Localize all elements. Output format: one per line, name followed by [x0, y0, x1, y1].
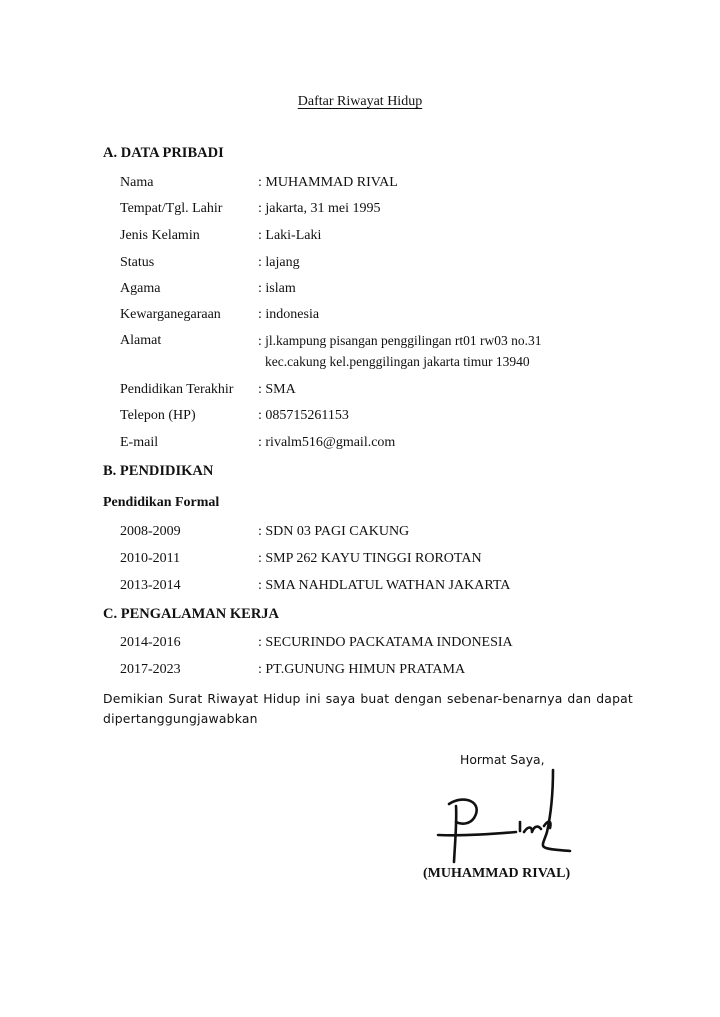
subheading-pendidikan-formal: Pendidikan Formal: [103, 495, 220, 510]
closing-line-1: Demikian Surat Riwayat Hidup ini saya buat dengan sebenar-benarnya dan dapat: [103, 691, 633, 706]
section-heading-data-pribadi: A. DATA PRIBADI: [103, 145, 224, 161]
closing-statement: [103, 689, 633, 729]
education-school: : SMA NAHDLATUL WATHAN JAKARTA: [258, 578, 511, 593]
document-title-text: Daftar Riwayat Hidup: [297, 94, 423, 109]
work-years: 2014-2016: [120, 635, 181, 650]
field-value: : jl.kampung pisangan penggilingan rt01 rw03 no.31: [258, 333, 542, 348]
field-value: : Laki-Laki: [258, 228, 322, 243]
field-value: : indonesia: [258, 307, 320, 322]
work-company: : SECURINDO PACKATAMA INDONESIA: [258, 635, 513, 650]
field-label: Pendidikan Terakhir: [120, 382, 234, 397]
field-label: Agama: [120, 281, 161, 296]
field-value: : islam: [258, 281, 296, 296]
personal-row-birth: [120, 201, 640, 221]
field-label: Status: [120, 255, 155, 270]
education-years: 2013-2014: [120, 578, 181, 593]
closing-greeting: Hormat Saya,: [460, 752, 545, 767]
personal-row-citizenship: [120, 307, 640, 327]
field-value: : jakarta, 31 mei 1995: [258, 201, 381, 216]
personal-row-email: [120, 435, 640, 455]
personal-row-phone: [120, 408, 640, 428]
personal-row-gender: [120, 228, 640, 248]
field-value: : SMA: [258, 382, 296, 397]
section-heading-pendidikan: B. PENDIDIKAN: [103, 463, 214, 479]
education-years: 2010-2011: [120, 551, 181, 566]
personal-row-education: [120, 382, 640, 402]
education-row: [120, 551, 640, 571]
work-row: [120, 662, 640, 682]
field-value-continuation: kec.cakung kel.penggilingan jakarta timur 13940: [265, 354, 530, 369]
education-row: [120, 578, 640, 598]
field-value: : 085715261153: [258, 408, 349, 423]
closing-line-2: dipertanggungjawabkan: [103, 711, 258, 726]
field-label: Telepon (HP): [120, 408, 196, 423]
field-label: Kewarganegaraan: [120, 307, 221, 322]
personal-row-religion: [120, 281, 640, 301]
field-label: Nama: [120, 175, 154, 190]
handwritten-signature: [420, 762, 580, 870]
education-school: : SMP 262 KAYU TINGGI ROROTAN: [258, 551, 482, 566]
personal-row-status: [120, 255, 640, 275]
education-school: : SDN 03 PAGI CAKUNG: [258, 524, 410, 539]
field-value: : MUHAMMAD RIVAL: [258, 175, 398, 190]
work-row: [120, 635, 640, 655]
education-years: 2008-2009: [120, 524, 181, 539]
document-title: [0, 94, 720, 110]
field-label: Jenis Kelamin: [120, 228, 200, 243]
field-label: Alamat: [120, 333, 162, 348]
section-heading-pengalaman-kerja: C. PENGALAMAN KERJA: [103, 606, 280, 622]
field-value: : rivalm516@gmail.com: [258, 435, 396, 450]
signer-name: (MUHAMMAD RIVAL): [423, 866, 571, 881]
work-years: 2017-2023: [120, 662, 181, 677]
work-company: : PT.GUNUNG HIMUN PRATAMA: [258, 662, 466, 677]
field-value: : lajang: [258, 255, 300, 270]
personal-row-nama: [120, 175, 640, 195]
field-label: Tempat/Tgl. Lahir: [120, 201, 223, 216]
personal-row-address: [120, 333, 640, 375]
field-label: E-mail: [120, 435, 159, 450]
education-row: [120, 524, 640, 544]
